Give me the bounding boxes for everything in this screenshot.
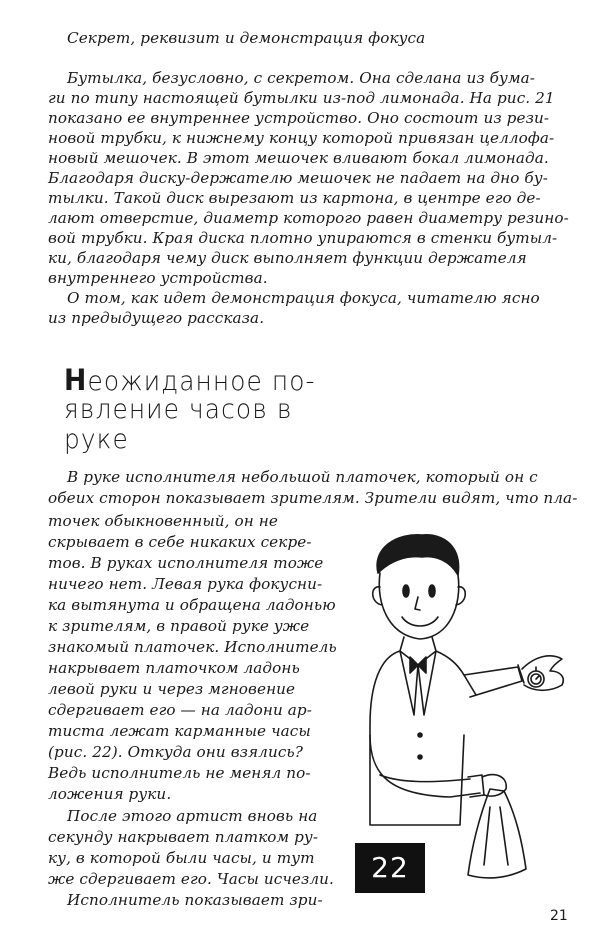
column-line: накрывает платочком ладонь [48, 659, 300, 677]
paragraph-line: вой трубки. Края диска плотно упираются в стенки бутыл- [48, 229, 558, 247]
column-line: к зрителям, в правой руке уже [48, 617, 310, 635]
column-line: ложения руки. [48, 785, 172, 803]
column-line: Исполнитель показывает зри- [67, 891, 323, 909]
trick-title-line-3: руке [64, 424, 129, 455]
paragraph-line: Бутылка, безусловно, с секретом. Она сделана из бума- [67, 69, 536, 87]
trick-title-line-2: явление часов в [64, 394, 293, 425]
paragraph-line: Благодаря диску-держателю мешочек не падает на дно бу- [48, 169, 548, 187]
column-line: ничего нет. Левая рука фокусни- [48, 575, 323, 593]
magician-illustration [340, 525, 570, 895]
trick-title-text: еожиданное по- [87, 366, 316, 397]
column-line: секунду накрывает платком ру- [48, 828, 319, 846]
column-line: тиста лежат карманные часы [48, 722, 311, 740]
hair [377, 535, 458, 575]
column-line: сдергивает его — на ладони ар- [48, 701, 312, 719]
column-line: точек обыкновенный, он не [48, 512, 278, 530]
face [379, 573, 458, 639]
column-line: знакомый платочек. Исполнитель [48, 638, 337, 656]
column-line: левой руки и через мгновение [48, 680, 296, 698]
section-heading: Секрет, реквизит и демонстрация фокуса [67, 29, 426, 47]
paragraph-line: лают отверстие, диаметр которого равен диаметру резино- [48, 209, 569, 227]
column-line: ка вытянута и обращена ладонью [48, 596, 336, 614]
smile [402, 617, 438, 626]
paragraph-line: новый мешочек. В этот мешочек вливают бокал лимонада. [48, 149, 549, 167]
page-number: 21 [550, 908, 568, 924]
left-eye [403, 585, 409, 597]
figure-number-badge: 22 [355, 843, 425, 893]
right-eye [429, 585, 435, 597]
paragraph-line: тылки. Такой диск вырезают из картона, в центре его де- [48, 189, 541, 207]
extended-arm [464, 667, 522, 697]
paragraph-line: ги по типу настоящей бутылки из-под лимонада. На рис. 21 [48, 89, 555, 107]
column-line: Ведь исполнитель не менял по- [48, 764, 311, 782]
paragraph-line: из предыдущего рассказа. [48, 309, 265, 327]
column-line: же сдергивает его. Часы исчезли. [48, 870, 334, 888]
paragraph-line: показано ее внутреннее устройство. Оно состоит из рези- [48, 109, 550, 127]
intro-line: В руке исполнителя небольшой платочек, который он с [67, 468, 538, 486]
column-line: (рис. 22). Откуда они взялись? [48, 743, 304, 761]
trick-title-line-1 [64, 364, 316, 398]
intro-line: обеих сторон показывает зрителям. Зрители видят, что пла- [48, 489, 578, 507]
open-palm [522, 656, 563, 690]
paragraph-line: О том, как идет демонстрация фокуса, читателю ясно [67, 289, 540, 307]
paragraph-line: внутреннего устройства. [48, 269, 268, 287]
column-line: тов. В руках исполнителя тоже [48, 554, 324, 572]
paragraph-line: ки, благодаря чему диск выполняет функции держателя [48, 249, 527, 267]
trick-title-initial: Н [64, 363, 88, 397]
column-line: скрывает в себе никаких секре- [48, 533, 312, 551]
column-line: ку, в которой были часы, и тут [48, 849, 315, 867]
column-line: После этого артист вновь на [67, 807, 318, 825]
handkerchief [468, 789, 526, 878]
paragraph-line: новой трубки, к нижнему концу которой привязан целлофа- [48, 129, 555, 147]
